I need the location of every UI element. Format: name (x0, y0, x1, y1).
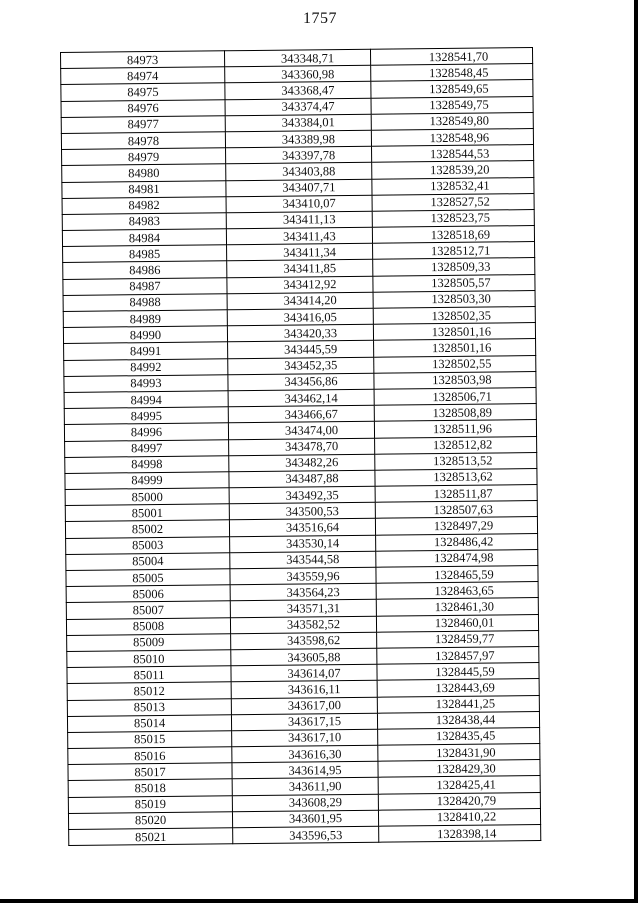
point-number-cell: 85008 (66, 617, 230, 635)
x-coordinate-cell: 343411,13 (226, 211, 372, 229)
point-number-cell: 84997 (65, 439, 229, 457)
y-coordinate-cell: 1328544,53 (372, 145, 534, 163)
x-coordinate-cell: 343559,96 (230, 567, 376, 585)
x-coordinate-cell: 343412,92 (227, 276, 373, 294)
x-coordinate-cell: 343617,10 (232, 729, 378, 747)
point-number-cell: 85007 (66, 601, 230, 619)
point-number-cell: 84976 (61, 99, 225, 117)
point-number-cell: 84996 (64, 423, 228, 441)
point-number-cell: 84993 (64, 375, 228, 393)
y-coordinate-cell: 1328410,22 (378, 808, 540, 826)
point-number-cell: 84999 (65, 472, 229, 490)
x-coordinate-cell: 343478,70 (229, 438, 375, 456)
point-number-cell: 84986 (63, 261, 227, 279)
x-coordinate-cell: 343614,07 (231, 664, 377, 682)
x-coordinate-cell: 343411,34 (227, 243, 373, 261)
y-coordinate-cell: 1328532,41 (372, 177, 534, 195)
x-coordinate-cell: 343616,11 (231, 681, 377, 699)
y-coordinate-cell: 1328502,35 (373, 307, 535, 325)
x-coordinate-cell: 343389,98 (225, 130, 371, 148)
point-number-cell: 84981 (62, 180, 226, 198)
point-number-cell: 84974 (61, 67, 225, 85)
x-coordinate-cell: 343397,78 (226, 146, 372, 164)
x-coordinate-cell: 343598,62 (231, 632, 377, 650)
y-coordinate-cell: 1328463,65 (376, 582, 538, 600)
x-coordinate-cell: 343482,26 (229, 454, 375, 472)
x-coordinate-cell: 343452,35 (228, 357, 374, 375)
x-coordinate-cell: 343608,29 (232, 794, 378, 812)
x-coordinate-cell: 343348,71 (224, 49, 370, 67)
y-coordinate-cell: 1328508,89 (374, 404, 536, 422)
point-number-cell: 85010 (67, 650, 231, 668)
y-coordinate-cell: 1328513,62 (375, 468, 537, 486)
point-number-cell: 85001 (65, 504, 229, 522)
point-number-cell: 84983 (62, 213, 226, 231)
x-coordinate-cell: 343601,95 (232, 810, 378, 828)
y-coordinate-cell: 1328438,44 (377, 711, 539, 729)
y-coordinate-cell: 1328431,90 (378, 744, 540, 762)
y-coordinate-cell: 1328548,45 (371, 64, 533, 82)
y-coordinate-cell: 1328512,82 (375, 436, 537, 454)
x-coordinate-cell: 343582,52 (230, 616, 376, 634)
y-coordinate-cell: 1328513,52 (375, 452, 537, 470)
point-number-cell: 84973 (61, 51, 225, 69)
point-number-cell: 84975 (61, 83, 225, 101)
point-number-cell: 85015 (68, 731, 232, 749)
point-number-cell: 85003 (66, 536, 230, 554)
y-coordinate-cell: 1328507,63 (375, 501, 537, 519)
point-number-cell: 84985 (63, 245, 227, 263)
point-number-cell: 85020 (68, 812, 232, 830)
x-coordinate-cell: 343564,23 (230, 583, 376, 601)
x-coordinate-cell: 343407,71 (226, 179, 372, 197)
y-coordinate-cell: 1328501,16 (373, 323, 535, 341)
x-coordinate-cell: 343544,58 (230, 551, 376, 569)
x-coordinate-cell: 343456,86 (228, 373, 374, 391)
point-number-cell: 84994 (64, 391, 228, 409)
y-coordinate-cell: 1328539,20 (372, 161, 534, 179)
point-number-cell: 85009 (67, 633, 231, 651)
point-number-cell: 85002 (65, 520, 229, 538)
point-number-cell: 85000 (65, 488, 229, 506)
x-coordinate-cell: 343492,35 (229, 486, 375, 504)
y-coordinate-cell: 1328425,41 (378, 776, 540, 794)
x-coordinate-cell: 343368,47 (225, 82, 371, 100)
point-number-cell: 85021 (69, 828, 233, 846)
x-coordinate-cell: 343516,64 (229, 519, 375, 537)
y-coordinate-cell: 1328441,25 (377, 695, 539, 713)
point-number-cell: 84990 (63, 326, 227, 344)
point-number-cell: 85014 (67, 714, 231, 732)
point-number-cell: 84977 (61, 116, 225, 134)
x-coordinate-cell: 343414,20 (227, 292, 373, 310)
point-number-cell: 84988 (63, 294, 227, 312)
y-coordinate-cell: 1328398,14 (379, 825, 541, 843)
point-number-cell: 84991 (64, 342, 228, 360)
point-number-cell: 84995 (64, 407, 228, 425)
x-coordinate-cell: 343616,30 (232, 745, 378, 763)
y-coordinate-cell: 1328506,71 (374, 387, 536, 405)
point-number-cell: 84998 (65, 455, 229, 473)
point-number-cell: 85013 (67, 698, 231, 716)
x-coordinate-cell: 343530,14 (230, 535, 376, 553)
x-coordinate-cell: 343411,85 (227, 260, 373, 278)
x-coordinate-cell: 343617,00 (231, 697, 377, 715)
y-coordinate-cell: 1328461,30 (376, 598, 538, 616)
y-coordinate-cell: 1328503,30 (373, 290, 535, 308)
y-coordinate-cell: 1328548,96 (371, 128, 533, 146)
y-coordinate-cell: 1328445,59 (377, 663, 539, 681)
y-coordinate-cell: 1328511,96 (374, 420, 536, 438)
point-number-cell: 85018 (68, 779, 232, 797)
y-coordinate-cell: 1328497,29 (375, 517, 537, 535)
y-coordinate-cell: 1328459,77 (377, 630, 539, 648)
x-coordinate-cell: 343596,53 (233, 826, 379, 844)
point-number-cell: 85006 (66, 585, 230, 603)
point-number-cell: 84984 (62, 229, 226, 247)
x-coordinate-cell: 343384,01 (225, 114, 371, 132)
x-coordinate-cell: 343374,47 (225, 98, 371, 116)
x-coordinate-cell: 343403,88 (226, 163, 372, 181)
point-number-cell: 84992 (64, 358, 228, 376)
y-coordinate-cell: 1328509,33 (373, 258, 535, 276)
x-coordinate-cell: 343462,14 (228, 389, 374, 407)
y-coordinate-cell: 1328435,45 (378, 727, 540, 745)
y-coordinate-cell: 1328541,70 (370, 48, 532, 66)
x-coordinate-cell: 343614,95 (232, 761, 378, 779)
y-coordinate-cell: 1328465,59 (376, 566, 538, 584)
y-coordinate-cell: 1328457,97 (377, 646, 539, 664)
y-coordinate-cell: 1328505,57 (373, 274, 535, 292)
x-coordinate-cell: 343487,88 (229, 470, 375, 488)
x-coordinate-cell: 343571,31 (230, 600, 376, 618)
point-number-cell: 84987 (63, 277, 227, 295)
y-coordinate-cell: 1328486,42 (376, 533, 538, 551)
x-coordinate-cell: 343416,05 (227, 308, 373, 326)
y-coordinate-cell: 1328549,80 (371, 112, 533, 130)
y-coordinate-cell: 1328460,01 (376, 614, 538, 632)
x-coordinate-cell: 343611,90 (232, 778, 378, 796)
point-number-cell: 85019 (68, 795, 232, 813)
point-number-cell: 85004 (66, 553, 230, 571)
y-coordinate-cell: 1328503,98 (374, 371, 536, 389)
point-number-cell: 84989 (63, 310, 227, 328)
point-number-cell: 85016 (68, 747, 232, 765)
y-coordinate-cell: 1328523,75 (372, 209, 534, 227)
x-coordinate-cell: 343420,33 (227, 324, 373, 342)
x-coordinate-cell: 343500,53 (229, 502, 375, 520)
y-coordinate-cell: 1328512,71 (373, 242, 535, 260)
y-coordinate-cell: 1328429,30 (378, 760, 540, 778)
x-coordinate-cell: 343410,07 (226, 195, 372, 213)
y-coordinate-cell: 1328502,55 (374, 355, 536, 373)
x-coordinate-cell: 343474,00 (228, 422, 374, 440)
y-coordinate-cell: 1328511,87 (375, 485, 537, 503)
point-number-cell: 84978 (61, 132, 225, 150)
y-coordinate-cell: 1328549,65 (371, 80, 533, 98)
point-number-cell: 85017 (68, 763, 232, 781)
y-coordinate-cell: 1328474,98 (376, 549, 538, 567)
x-coordinate-cell: 343445,59 (228, 341, 374, 359)
y-coordinate-cell: 1328443,69 (377, 679, 539, 697)
point-number-cell: 85005 (66, 569, 230, 587)
coordinates-table (60, 47, 541, 846)
page-number: 1757 (303, 10, 337, 27)
y-coordinate-cell: 1328527,52 (372, 193, 534, 211)
y-coordinate-cell: 1328501,16 (374, 339, 536, 357)
x-coordinate-cell: 343617,15 (231, 713, 377, 731)
x-coordinate-cell: 343411,43 (226, 227, 372, 245)
y-coordinate-cell: 1328549,75 (371, 96, 533, 114)
x-coordinate-cell: 343360,98 (225, 65, 371, 83)
point-number-cell: 85012 (67, 682, 231, 700)
y-coordinate-cell: 1328518,69 (372, 226, 534, 244)
y-coordinate-cell: 1328420,79 (378, 792, 540, 810)
point-number-cell: 84979 (62, 148, 226, 166)
coordinates-table-body (61, 48, 541, 846)
point-number-cell: 84982 (62, 196, 226, 214)
point-number-cell: 85011 (67, 666, 231, 684)
x-coordinate-cell: 343605,88 (231, 648, 377, 666)
point-number-cell: 84980 (62, 164, 226, 182)
x-coordinate-cell: 343466,67 (228, 405, 374, 423)
